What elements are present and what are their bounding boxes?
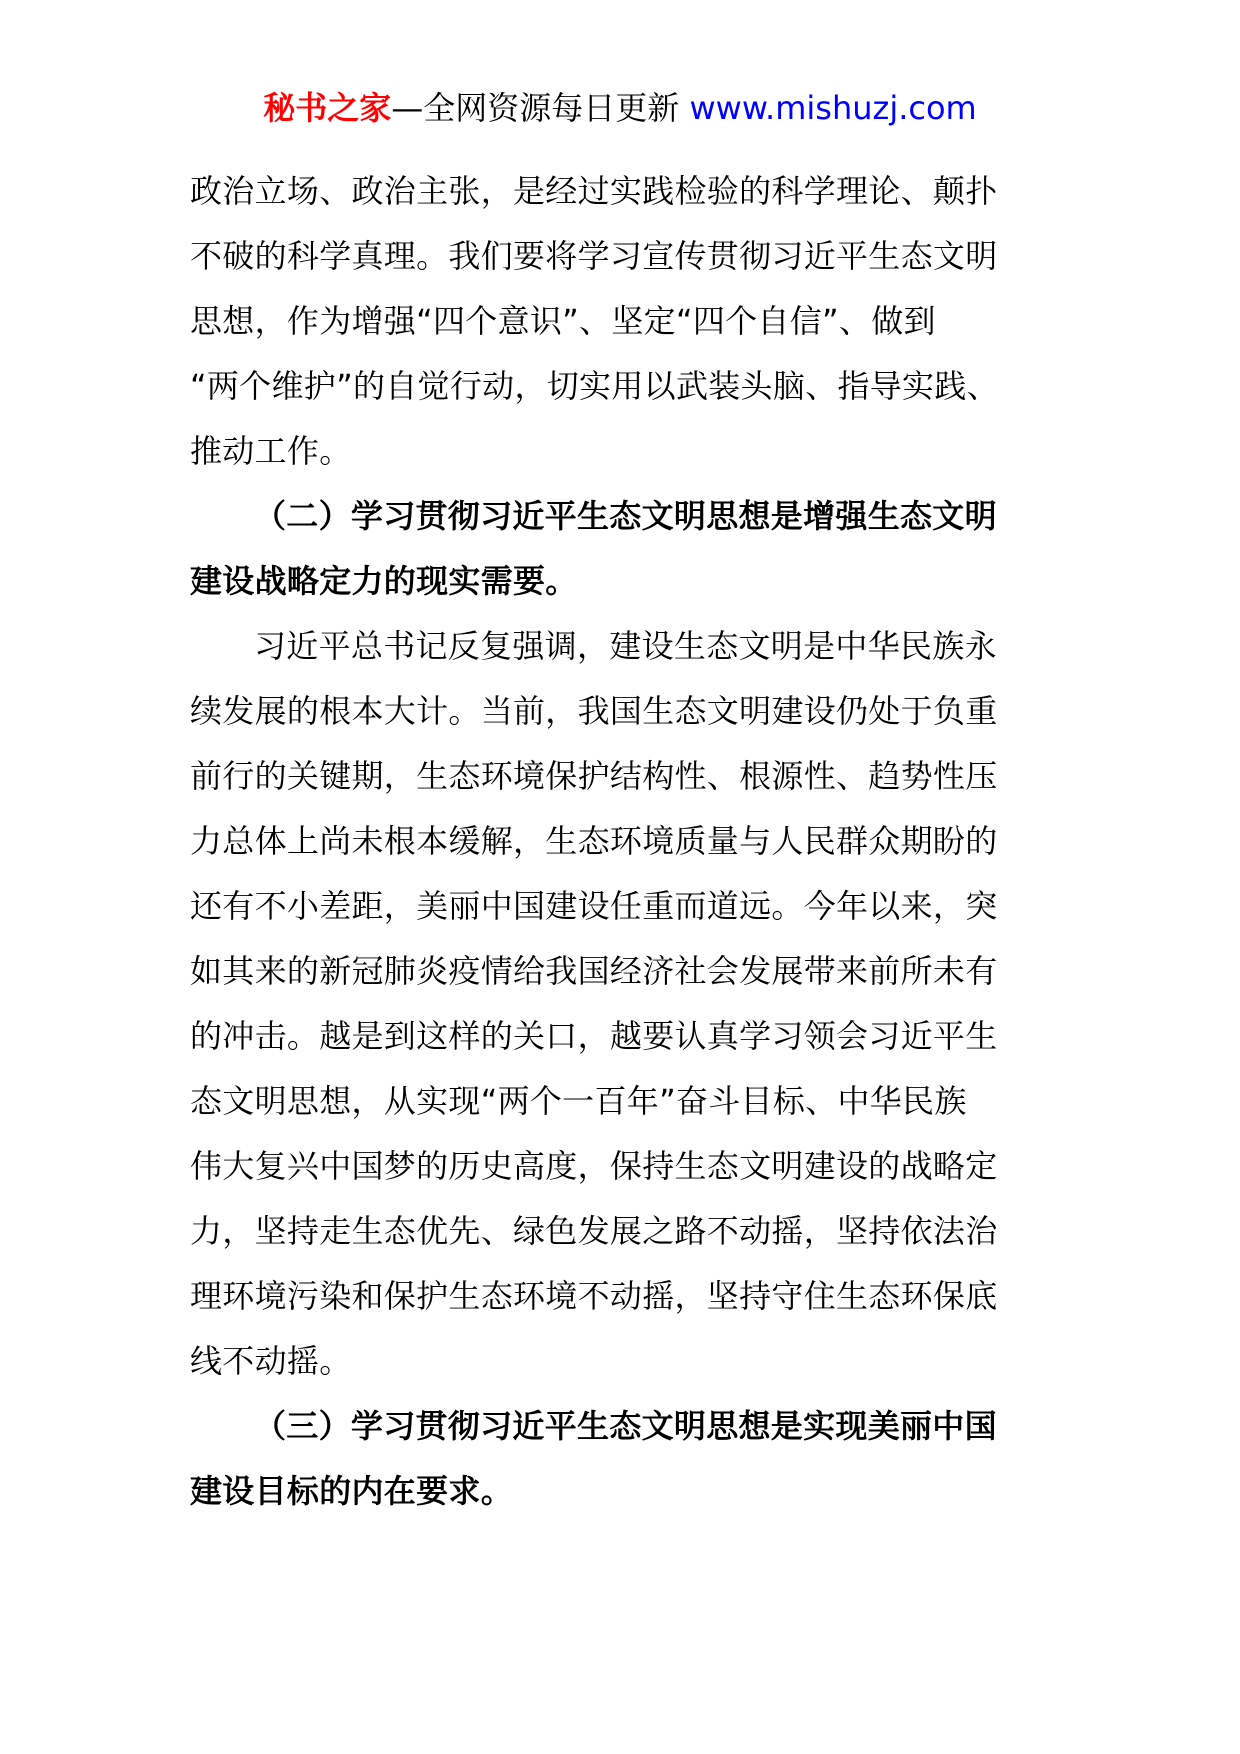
paragraph-line: 态文明思想，从实现“两个一百年”奋斗目标、中华民族 (190, 1082, 967, 1120)
paragraph-line: 前行的关键期，生态环境保护结构性、根源性、趋势性压 (190, 757, 998, 795)
paragraph-line: “两个维护”的自觉行动，切实用以武装头脑、指导实践、 (190, 367, 999, 405)
paragraph-line: 力总体上尚未根本缓解，生态环境质量与人民群众期盼的 (190, 822, 998, 860)
page-header (0, 86, 1240, 130)
paragraph-line: 力，坚持走生态优先、绿色发展之路不动摇，坚持依法治 (190, 1212, 998, 1250)
paragraph-line: 不破的科学真理。我们要将学习宣传贯彻习近平生态文明 (190, 237, 998, 275)
document-body (190, 159, 1050, 1524)
paragraph-line: 如其来的新冠肺炎疫情给我国经济社会发展带来前所未有 (190, 952, 998, 990)
header-brand: 秘书之家 (263, 89, 392, 127)
paragraph-line: 思想，作为增强“四个意识”、坚定“四个自信”、做到 (190, 302, 936, 340)
paragraph-line: 还有不小差距，美丽中国建设任重而道远。今年以来，突 (190, 887, 998, 925)
section-heading-line: （三）学习贯彻习近平生态文明思想是实现美丽中国 (254, 1407, 997, 1445)
paragraph-line: 习近平总书记反复强调，建设生态文明是中华民族永 (254, 627, 997, 665)
paragraph-line: 线不动摇。 (190, 1342, 352, 1380)
paragraph-line: 理环境污染和保护生态环境不动摇，坚持守住生态环保底 (190, 1277, 998, 1315)
header-url-link[interactable]: www.mishuzj.com (689, 89, 977, 127)
paragraph-line: 伟大复兴中国梦的历史高度，保持生态文明建设的战略定 (190, 1147, 998, 1185)
paragraph-line: 政治立场、政治主张，是经过实践检验的科学理论、颠扑 (190, 172, 998, 210)
section-heading-line: （二）学习贯彻习近平生态文明思想是增强生态文明 (254, 497, 997, 535)
paragraph-line: 的冲击。越是到这样的关口，越要认真学习领会习近平生 (190, 1017, 998, 1055)
header-slogan: —全网资源每日更新 (391, 89, 680, 127)
paragraph-line: 推动工作。 (190, 432, 352, 470)
paragraph-line: 续发展的根本大计。当前，我国生态文明建设仍处于负重 (190, 692, 998, 730)
section-heading-line: 建设战略定力的现实需要。 (190, 562, 578, 600)
section-heading-line: 建设目标的内在要求。 (190, 1472, 514, 1510)
